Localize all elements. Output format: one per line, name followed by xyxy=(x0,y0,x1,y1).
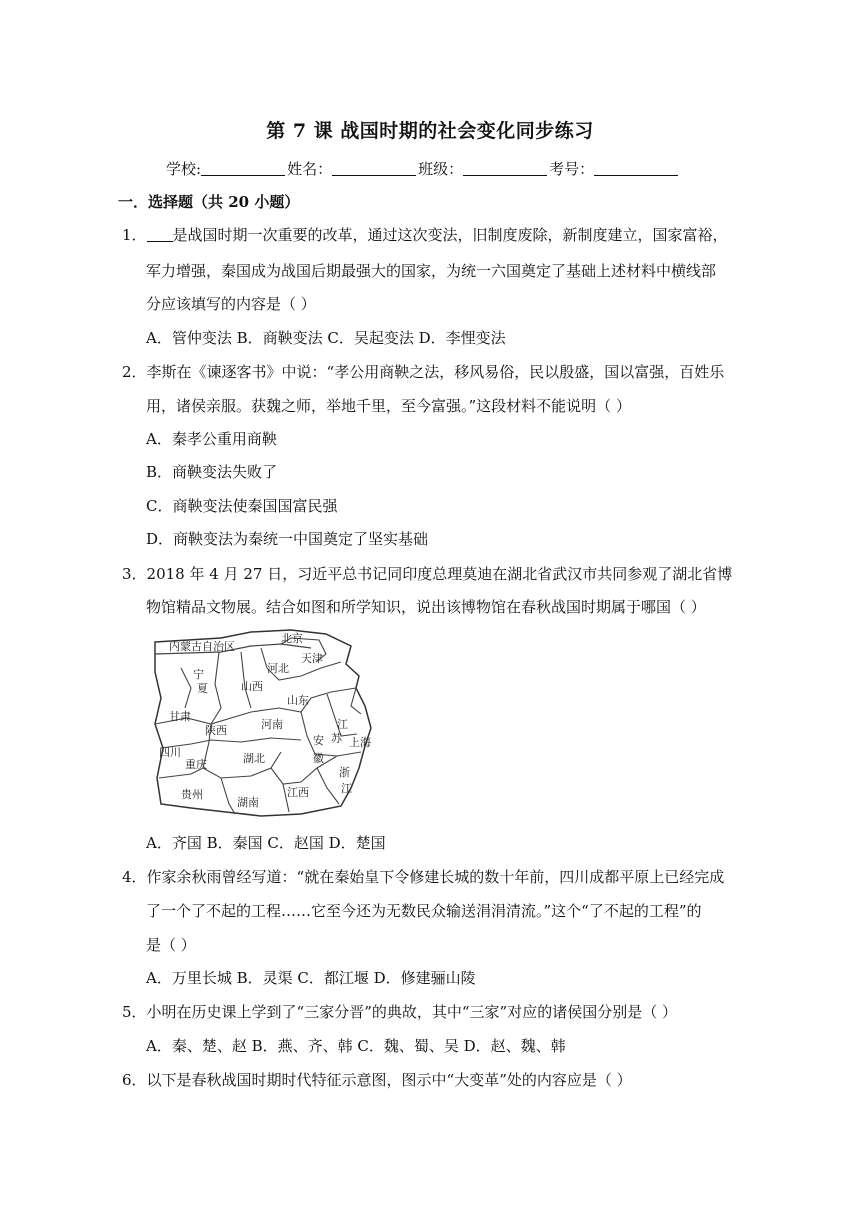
class-label: 班级： xyxy=(418,160,464,178)
q4-line2: 了一个了不起的工程……它至今还为无数民众输送涓涓清流。”这个“了不起的工程”的 xyxy=(146,902,702,920)
map-label-tianjin: 天津 xyxy=(301,652,323,665)
map-label-anhui-1: 安 xyxy=(313,734,324,747)
student-info-line xyxy=(166,158,680,179)
map-label-shanxi: 山西 xyxy=(241,680,263,693)
map-label-hebei: 河北 xyxy=(267,662,289,675)
name-blank[interactable] xyxy=(332,161,416,176)
page-title: 第 7 课 战国时期的社会变化同步练习 xyxy=(266,120,594,142)
q2-line1: 2．李斯在《谏逐客书》中说：“孝公用商鞅之法，移风易俗，民以殷盛，国以富强，百姓乐 xyxy=(122,363,725,381)
q1-number: 1． xyxy=(122,226,147,244)
school-label: 学校: xyxy=(166,160,202,178)
q2-option-d: D．商鞅变法为秦统一中国奠定了坚实基础 xyxy=(146,530,429,548)
map-label-zhejiang-2: 江 xyxy=(341,782,352,795)
q5-line1: 5．小明在历史课上学到了“三家分晋”的典故，其中“三家”对应的诸侯国分别是（ ） xyxy=(122,1003,677,1021)
q3-line2: 物馆精品文物展。结合如图和所学知识，说出该博物馆在春秋战国时期属于哪国（ ） xyxy=(146,598,706,616)
q2-option-a: A．秦孝公重用商鞅 xyxy=(146,430,277,448)
map-label-shaanxi: 陕西 xyxy=(205,724,227,737)
map-label-chongqing: 重庆 xyxy=(185,758,207,771)
q4-line3: 是（ ） xyxy=(146,936,196,954)
number-label: 考号： xyxy=(549,160,595,178)
q1-text-part1: 是战国时期一次重要的改革，通过这次变法，旧制度废除，新制度建立，国家富裕， xyxy=(172,226,728,244)
q4-line1: 4．作家余秋雨曾经写道：“就在秦始皇下令修建长城的数十年前，四川成都平原上已经完成 xyxy=(122,868,725,886)
map-label-hubei: 湖北 xyxy=(243,752,265,765)
q2-option-c: C．商鞅变法使秦国国富民强 xyxy=(146,497,338,515)
q1-line1 xyxy=(122,224,728,245)
class-blank[interactable] xyxy=(463,161,547,176)
q4-options: A．万里长城 B．灵渠 C．都江堰 D．修建骊山陵 xyxy=(146,969,476,987)
map-label-inner-mongolia: 内蒙古自治区 xyxy=(169,640,235,653)
school-blank[interactable] xyxy=(201,161,285,176)
q2-line2: 用，诸侯亲服。获魏之师，举地千里，至今富强。”这段材料不能说明（ ） xyxy=(146,397,631,415)
map-label-beijing: 北京 xyxy=(281,632,303,645)
number-blank[interactable] xyxy=(594,161,678,176)
q1-fill-blank xyxy=(147,227,173,242)
section-heading: 一．选择题（共 20 小题） xyxy=(118,193,300,211)
map-label-sichuan: 四川 xyxy=(159,746,181,759)
map-label-gansu: 甘肃 xyxy=(169,710,191,723)
q6-line1: 6．以下是春秋战国时期时代特征示意图，图示中“大变革”处的内容应是（ ） xyxy=(122,1071,632,1089)
name-label: 姓名： xyxy=(287,160,333,178)
map-label-ningxia-1: 宁 xyxy=(193,668,204,681)
map-label-shanghai: 上海 xyxy=(349,736,371,749)
map-label-ningxia-2: 夏 xyxy=(197,682,208,695)
q2-option-b: B．商鞅变法失败了 xyxy=(146,463,278,481)
map-label-hunan: 湖南 xyxy=(237,796,259,809)
china-province-map xyxy=(151,628,373,818)
q3-line1: 3．2018 年 4 月 27 日，习近平总书记同印度总理莫迪在湖北省武汉市共同参观了湖北省博 xyxy=(122,565,733,583)
map-label-anhui-2: 徽 xyxy=(313,752,324,765)
map-label-jiangxi: 江西 xyxy=(287,786,309,799)
map-label-guizhou: 贵州 xyxy=(181,788,203,801)
q1-text-part3: 分应该填写的内容是（ ） xyxy=(146,295,316,313)
q5-options: A．秦、楚、赵 B．燕、齐、韩 C．魏、蜀、吴 D．赵、魏、韩 xyxy=(146,1037,566,1055)
q3-options: A．齐国 B．秦国 C．赵国 D．楚国 xyxy=(146,834,386,852)
map-label-shandong: 山东 xyxy=(287,694,309,707)
map-label-jiangsu-2: 苏 xyxy=(331,732,342,745)
map-label-zhejiang-1: 浙 xyxy=(339,766,350,779)
map-label-jiangsu-1: 江 xyxy=(337,718,348,731)
q1-options: A．管仲变法 B．商鞅变法 C．吴起变法 D．李悝变法 xyxy=(146,329,506,347)
q1-text-part2: 军力增强，秦国成为战国后期最强大的国家，为统一六国奠定了基础上述材料中横线部 xyxy=(146,262,717,280)
map-label-henan: 河南 xyxy=(261,718,283,731)
